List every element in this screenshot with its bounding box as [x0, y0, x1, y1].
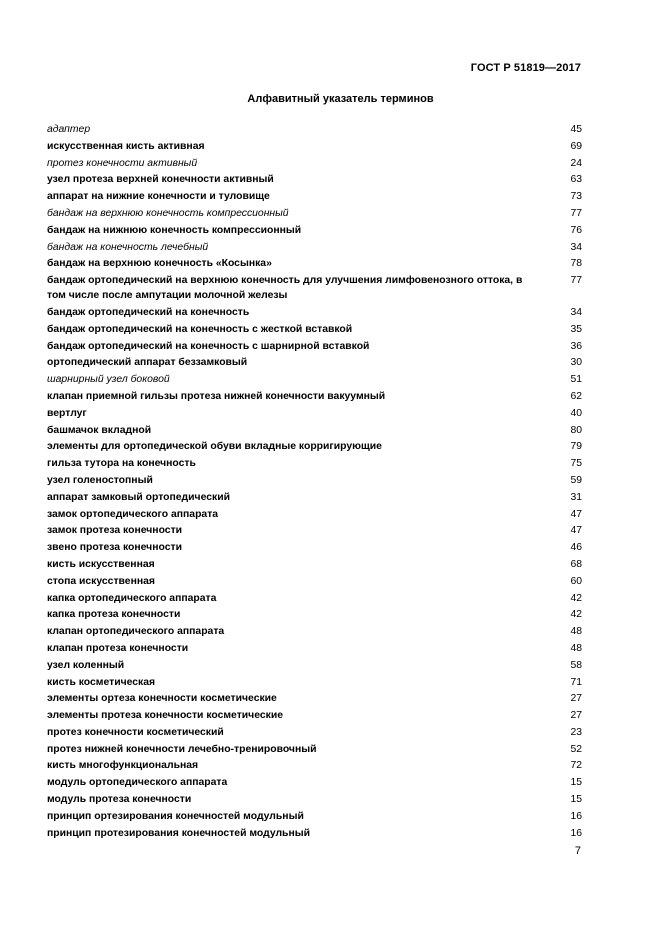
index-entry-page: 59 — [570, 474, 582, 486]
index-entry-term: бандаж ортопедический на верхнюю конечность для улучшения лимфовенозного оттока, в том числе после ампутации молочной железы — [47, 275, 523, 302]
index-entry-term: узел голеностопный — [47, 474, 153, 486]
index-entry-page: 69 — [570, 140, 582, 152]
index-entry-page: 23 — [570, 726, 582, 738]
index-entry-term: кисть искусственная — [47, 558, 155, 570]
index-entry-term: бандаж на нижнюю конечность компрессионный — [47, 224, 302, 236]
index-entry — [47, 658, 582, 673]
index-entry-page: 48 — [570, 642, 582, 654]
index-entry — [47, 557, 582, 572]
index-entry — [47, 156, 582, 171]
index-entry-term: звено протеза конечности — [47, 542, 182, 554]
index-entry-page: 46 — [570, 542, 582, 554]
index-entry — [47, 742, 582, 757]
index-entry-page: 42 — [570, 592, 582, 604]
index-entry-page: 35 — [570, 323, 582, 335]
index-entry — [47, 372, 582, 387]
index-entry — [47, 256, 582, 271]
index-entry — [47, 439, 582, 454]
index-entry-term: клапан протеза конечности — [47, 642, 189, 654]
index-entry-term: бандаж на верхнюю конечность «Косынка» — [47, 258, 272, 270]
index-entry-term: элементы для ортопедической обуви вкладные корригирующие — [47, 441, 382, 453]
index-entry-term: кисть косметическая — [47, 676, 156, 688]
index-entry — [47, 139, 582, 154]
index-entry-page: 75 — [570, 458, 582, 470]
index-entry-page: 78 — [570, 258, 582, 270]
index-entry-term: замок протеза конечности — [47, 525, 183, 537]
index-entry-page: 52 — [570, 743, 582, 755]
index-entry-page: 36 — [570, 340, 582, 352]
index-title: Алфавитный указатель терминов — [247, 93, 434, 105]
index-entry — [47, 607, 582, 622]
index-entry — [47, 240, 582, 255]
index-entry — [47, 826, 582, 841]
index-entry — [47, 339, 582, 354]
index-entry — [47, 223, 582, 238]
index-entry-term: элементы протеза конечности косметические — [47, 710, 283, 722]
index-entry — [47, 725, 582, 740]
index-entry — [47, 406, 582, 421]
index-entry-term: принцип ортезирования конечностей модульный — [47, 810, 304, 822]
index-entry — [47, 540, 582, 555]
index-entry-page: 45 — [570, 124, 582, 135]
page-number: 7 — [574, 845, 581, 857]
index-entry-term: бандаж на конечность лечебный — [47, 241, 209, 253]
index-entry-page: 76 — [570, 224, 582, 236]
index-entry — [47, 775, 582, 790]
index-entry-page: 30 — [570, 357, 582, 369]
index-entry-term: башмачок вкладной — [47, 424, 152, 436]
index-entry-page: 71 — [570, 676, 582, 688]
index-entry-term: модуль протеза конечности — [47, 794, 192, 806]
index-entry — [47, 574, 582, 589]
index-entry-page: 60 — [570, 575, 582, 587]
index-entry-term: стопа искусственная — [47, 575, 155, 587]
index-entry-page: 40 — [570, 407, 582, 419]
index-entry — [47, 691, 582, 706]
index-entry-term: бандаж ортопедический на конечность с шарнирной вставкой — [47, 340, 370, 352]
index-entry-term: протез конечности косметический — [47, 726, 224, 738]
index-entry-term: принцип протезирования конечностей модульный — [47, 827, 310, 839]
index-entry-term: бандаж на верхнюю конечность компрессионный — [47, 207, 289, 219]
index-entry — [47, 792, 582, 807]
index-entry — [47, 172, 582, 187]
index-entry-page: 51 — [570, 374, 582, 386]
index-entry — [47, 423, 582, 438]
index-entry-page: 27 — [570, 710, 582, 722]
index-entry-page: 31 — [570, 491, 582, 503]
index-entry-page: 24 — [570, 157, 582, 169]
index-entry-page: 27 — [570, 693, 582, 705]
index-entry-term: узел коленный — [47, 659, 125, 671]
index-entry — [47, 624, 582, 639]
index-entry-term: протез нижней конечности лечебно-тренировочный — [47, 743, 317, 755]
index-entry-term: замок ортопедического аппарата — [47, 508, 219, 520]
index-entry-page: 16 — [570, 827, 582, 839]
index-entry-term: клапан ортопедического аппарата — [47, 626, 225, 638]
index-entry-term: гильза тутора на конечность — [47, 458, 196, 470]
index-entry — [47, 641, 582, 656]
index-entry-page: 15 — [570, 777, 582, 789]
index-entry-term: клапан приемной гильзы протеза нижней конечности вакуумный — [47, 390, 386, 402]
index-entry-term: вертлуг — [47, 407, 87, 419]
index-entry-term: бандаж ортопедический на конечность с жесткой вставкой — [47, 323, 353, 335]
index-entry-page: 77 — [570, 275, 582, 287]
index-entry-term: капка ортопедического аппарата — [47, 592, 217, 604]
index-entry-term: бандаж ортопедический на конечность — [47, 306, 250, 318]
index-entry — [47, 189, 582, 204]
index-entry-term: аппарат замковый ортопедический — [47, 491, 230, 503]
index-entry-term: узел протеза верхней конечности активный — [47, 174, 274, 186]
index-entry — [47, 305, 582, 320]
term-index-list — [47, 122, 582, 842]
index-entry — [47, 758, 582, 773]
index-entry — [47, 523, 582, 538]
index-entry-page: 47 — [570, 508, 582, 520]
index-entry-page: 68 — [570, 558, 582, 570]
index-entry — [47, 456, 582, 471]
index-entry-page: 58 — [570, 659, 582, 671]
index-entry — [47, 206, 582, 221]
index-entry-page: 34 — [570, 306, 582, 318]
index-entry-term: протез конечности активный — [47, 157, 198, 169]
index-entry-term: кисть многофункциональная — [47, 760, 199, 772]
index-entry — [47, 675, 582, 690]
index-entry-page: 16 — [570, 810, 582, 822]
index-entry-term: модуль ортопедического аппарата — [47, 777, 228, 789]
index-entry — [47, 809, 582, 824]
standard-code: ГОСТ Р 51819—2017 — [470, 62, 581, 74]
index-entry-page: 72 — [570, 760, 582, 772]
index-entry-page: 34 — [570, 241, 582, 253]
index-entry — [47, 490, 582, 505]
index-entry-page: 63 — [570, 174, 582, 186]
index-entry — [47, 389, 582, 404]
index-entry — [47, 355, 582, 370]
index-entry-page: 73 — [570, 191, 582, 203]
index-entry — [47, 122, 582, 137]
index-entry-term: аппарат на нижние конечности и туловище — [47, 191, 270, 203]
index-entry — [47, 591, 582, 606]
index-entry-page: 79 — [570, 441, 582, 453]
index-entry-term: искусственная кисть активная — [47, 140, 205, 152]
index-entry — [47, 322, 582, 337]
index-entry-page: 80 — [570, 424, 582, 436]
index-entry — [47, 507, 582, 522]
index-entry-term: шарнирный узел боковой — [47, 374, 170, 386]
index-entry-page: 48 — [570, 626, 582, 638]
index-entry — [47, 708, 582, 723]
index-entry-page: 15 — [570, 794, 582, 806]
index-entry-page: 62 — [570, 390, 582, 402]
index-entry-term: капка протеза конечности — [47, 609, 181, 621]
index-entry-term: ортопедический аппарат беззамковый — [47, 357, 248, 369]
index-entry — [47, 273, 582, 303]
index-entry-term: адаптер — [47, 124, 91, 135]
index-entry-term: элементы ортеза конечности косметические — [47, 693, 277, 705]
index-entry-page: 42 — [570, 609, 582, 621]
index-entry — [47, 473, 582, 488]
index-entry-page: 47 — [570, 525, 582, 537]
index-entry-page: 77 — [570, 207, 582, 219]
